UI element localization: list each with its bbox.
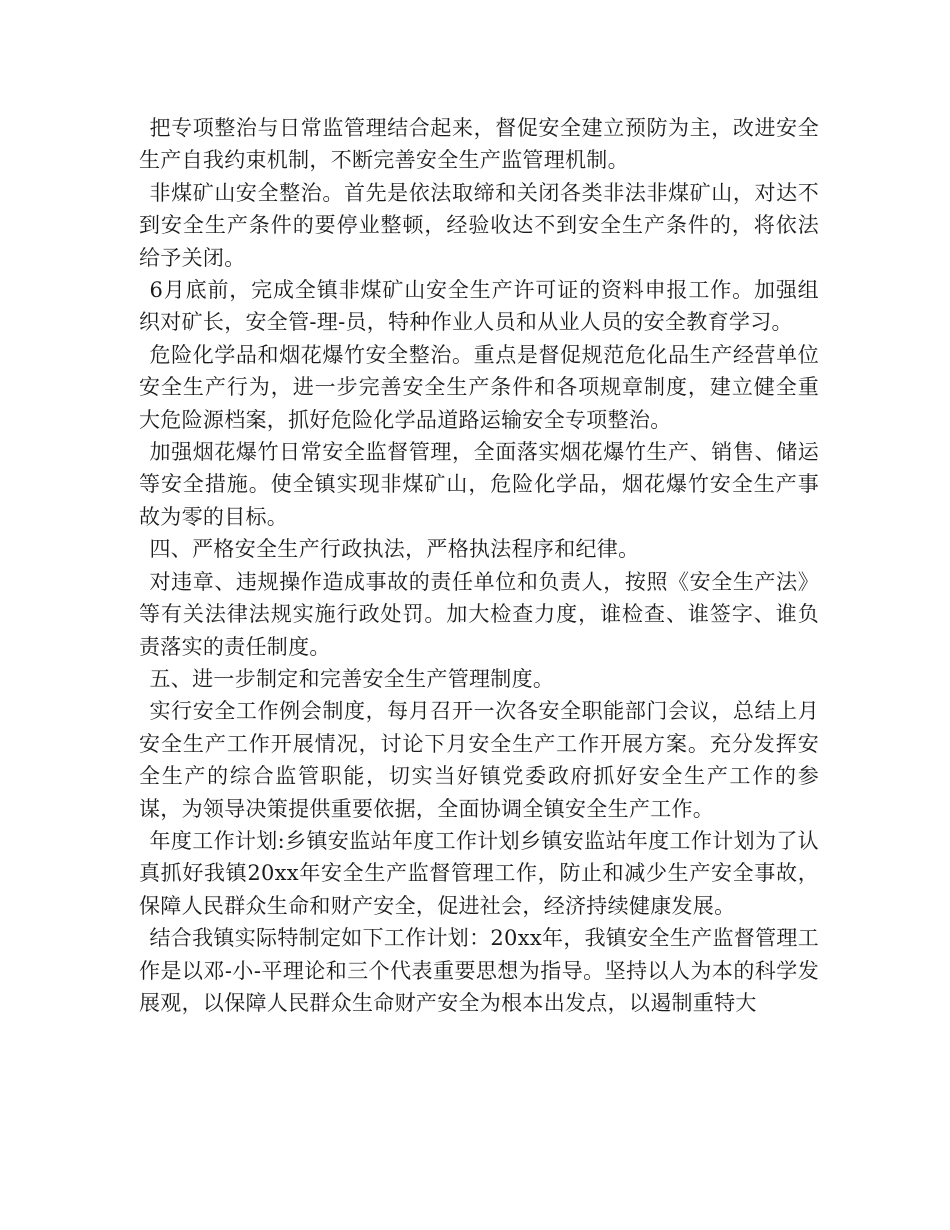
paragraph-3: 6月底前，完成全镇非煤矿山安全生产许可证的资料申报工作。加强组织对矿长，安全管-理-员，特种作业人员和从业人员的安全教育学习。 (139, 278, 819, 335)
paragraph-9: 实行安全工作例会制度，每月召开一次各安全职能部门会议，总结上月安全生产工作开展情况，讨论下月安全生产工作开展方案。充分发挥安全生产的综合监管职能，切实当好镇党委政府抓好安全生产工作的参谋，为领导决策提供重要依据，全面协调全镇安全生产工作。 (139, 699, 819, 821)
paragraph-10: 年度工作计划:乡镇安监站年度工作计划乡镇安监站年度工作计划为了认真抓好我镇20xx年安全生产监督管理工作，防止和减少生产安全事故，保障人民群众生命和财产安全，促进社会，经济持续健康发展。 (139, 828, 819, 918)
paragraph-2: 非煤矿山安全整治。首先是依法取缔和关闭各类非法非煤矿山，对达不到安全生产条件的要停业整顿，经验收达不到安全生产条件的，将依法给予关闭。 (139, 180, 819, 270)
section-heading-4: 四、严格安全生产行政执法，严格执法程序和纪律。 (149, 537, 640, 562)
paragraph-1: 把专项整治与日常监管理结合起来，督促安全建立预防为主，改进安全生产自我约束机制，不断完善安全生产监管理机制。 (139, 116, 819, 173)
paragraph-4: 危险化学品和烟花爆竹安全整治。重点是督促规范危化品生产经营单位安全生产行为，进一步完善安全生产条件和各项规章制度，建立健全重大危险源档案，抓好危险化学品道路运输安全专项整治。 (139, 342, 819, 432)
paragraph-7: 对违章、违规操作造成事故的责任单位和负责人，按照《安全生产法》等有关法律法规实施行政处罚。加大检查力度，谁检查、谁签字、谁负责落实的责任制度。 (139, 569, 819, 659)
section-heading-5: 五、进一步制定和完善安全生产管理制度。 (149, 666, 555, 691)
paragraph-11: 结合我镇实际特制定如下工作计划：20xx年，我镇安全生产监督管理工作是以邓-小-平理论和三个代表重要思想为指导。坚持以人为本的科学发展观，以保障人民群众生命财产安全为根本出发点，以遏制重特大 (139, 926, 819, 1015)
paragraph-5: 加强烟花爆竹日常安全监督管理，全面落实烟花爆竹生产、销售、储运等安全措施。使全镇实现非煤矿山，危险化学品，烟花爆竹安全生产事故为零的目标。 (139, 440, 819, 529)
document-body (139, 112, 819, 1019)
